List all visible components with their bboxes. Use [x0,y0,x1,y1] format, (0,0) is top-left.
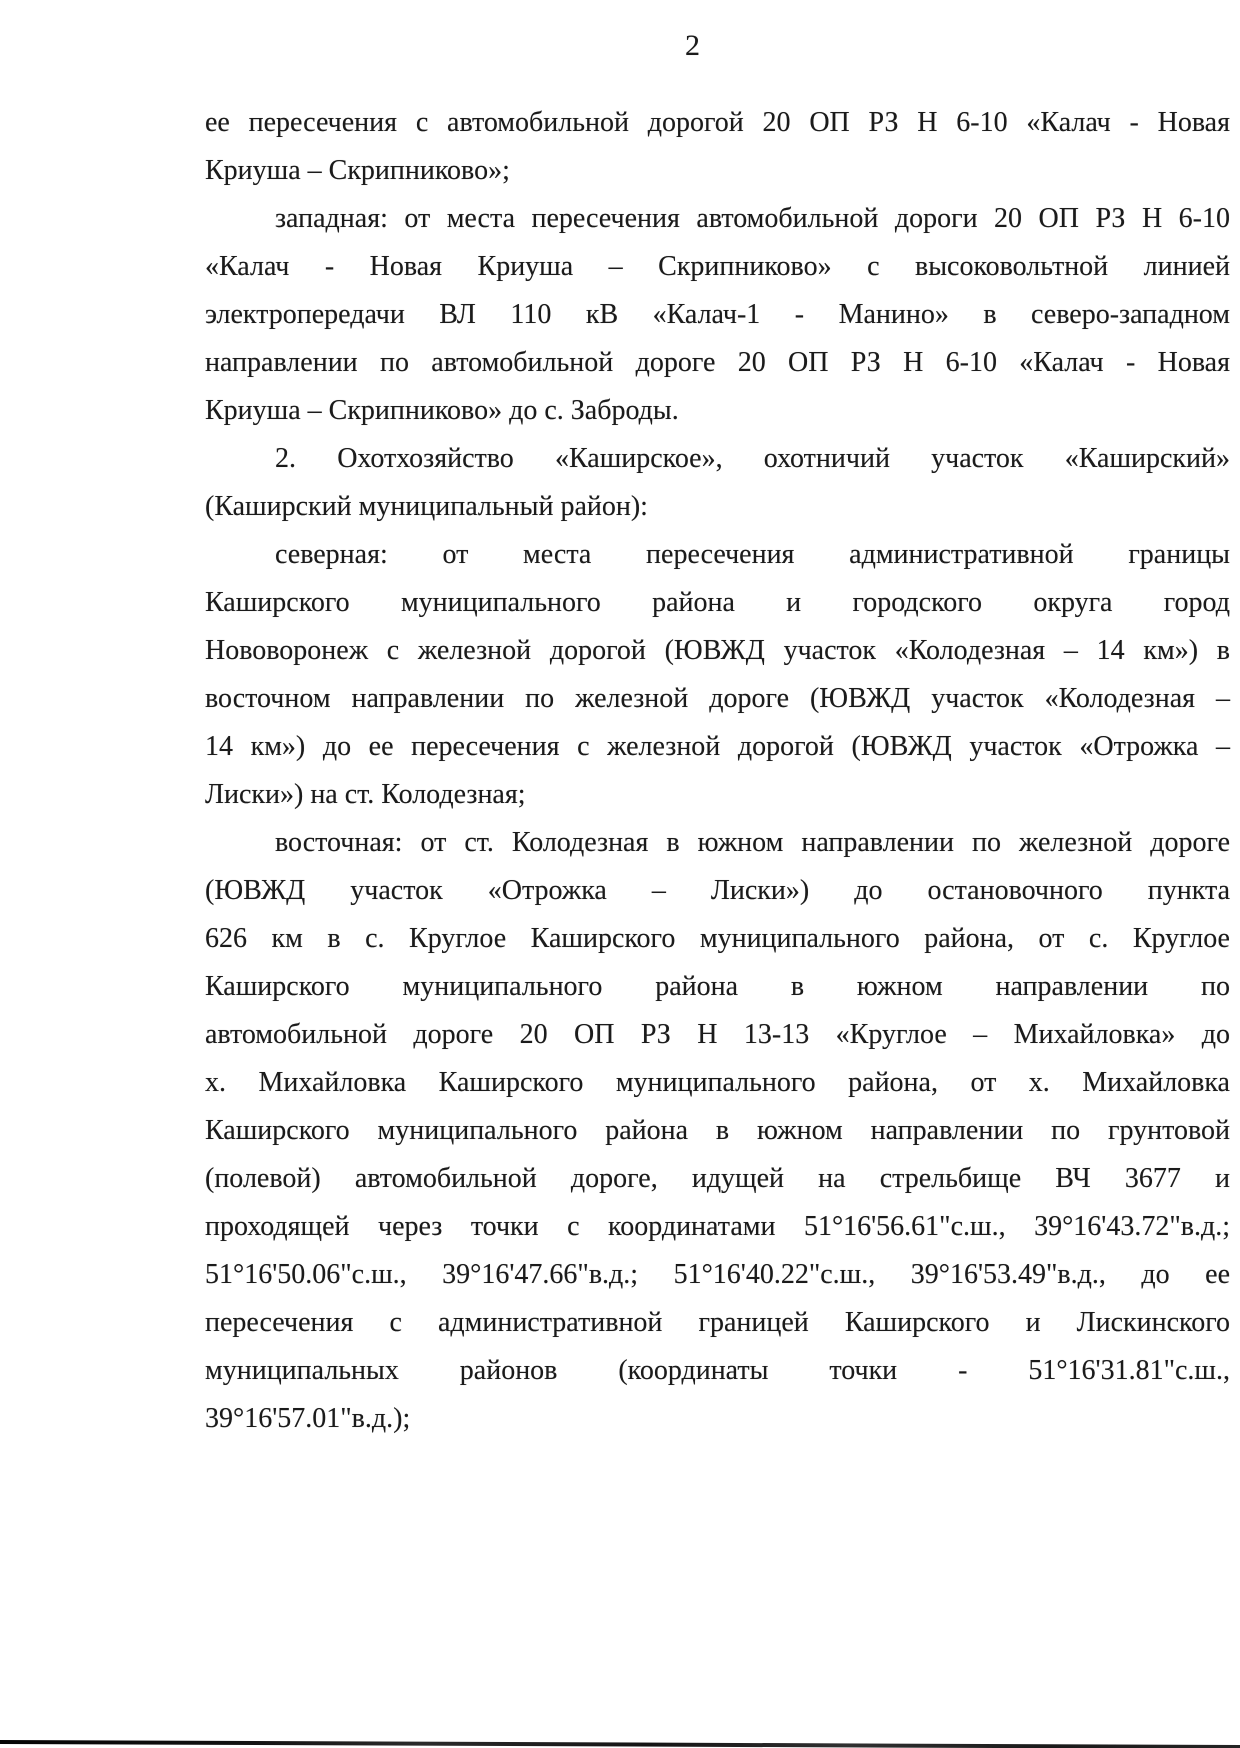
text-line: пересечения с административной границей Каширского и Лискинского [205,1307,1230,1338]
text-line: Каширского муниципального района в южном направлении по [205,971,1230,1002]
text-line: проходящей через точки с координатами 51°16'56.61"с.ш., 39°16'43.72"в.д.; [205,1211,1230,1242]
text-line: (ЮВЖД участок «Отрожка – Лиски») до остановочного пункта [205,875,1230,906]
text-line: северная: от места пересечения административной границы [275,539,1230,570]
text-line: 626 км в с. Круглое Каширского муниципального района, от с. Круглое [205,923,1230,954]
paragraph [205,99,1230,195]
document-body [205,99,1230,1443]
text-line: Нововоронеж с железной дорогой (ЮВЖД участок «Колодезная – 14 км») в [205,635,1230,666]
text-line: (полевой) автомобильной дороге, идущей на стрельбище ВЧ 3677 и [205,1163,1230,1194]
paragraph [205,195,1230,435]
scan-edge-artifact [0,1740,1240,1748]
text-line: (Каширский муниципальный район): [205,491,648,522]
text-line: Криуша – Скрипниково»; [205,155,510,186]
text-line: автомобильной дороге 20 ОП РЗ Н 13-13 «Круглое – Михайловка» до [205,1019,1230,1050]
text-line: Каширского муниципального района и городского округа город [205,587,1230,618]
text-line: 14 км») до ее пересечения с железной дорогой (ЮВЖД участок «Отрожка – [205,731,1230,762]
text-line: муниципальных районов (координаты точки - 51°16'31.81"с.ш., [205,1355,1230,1386]
text-line: «Калач - Новая Криуша – Скрипниково» с высоковольтной линией [205,251,1230,282]
paragraph [205,435,1230,531]
text-line: ее пересечения с автомобильной дорогой 20 ОП РЗ Н 6-10 «Калач - Новая [205,107,1230,138]
text-line: западная: от места пересечения автомобильной дороги 20 ОП РЗ Н 6-10 [275,203,1230,234]
text-line: восточном направлении по железной дороге (ЮВЖД участок «Колодезная – [205,683,1230,714]
text-line: направлении по автомобильной дороге 20 ОП РЗ Н 6-10 «Калач - Новая [205,347,1230,378]
text-line: 51°16'50.06"с.ш., 39°16'47.66"в.д.; 51°16'40.22"с.ш., 39°16'53.49"в.д., до ее [205,1259,1230,1290]
text-line: Криуша – Скрипниково» до с. Заброды. [205,395,679,426]
text-line: Каширского муниципального района в южном направлении по грунтовой [205,1115,1230,1146]
page-number: 2 [685,29,700,62]
text-line: 2. Охотхозяйство «Каширское», охотничий участок «Каширский» [275,443,1230,474]
text-line: Лиски») на ст. Колодезная; [205,779,526,810]
text-line: восточная: от ст. Колодезная в южном направлении по железной дороге [275,827,1230,858]
paragraph [205,531,1230,819]
text-line: х. Михайловка Каширского муниципального района, от х. Михайловка [205,1067,1230,1098]
text-line: 39°16'57.01"в.д.); [205,1403,411,1434]
paragraph [205,819,1230,1443]
text-line: электропередачи ВЛ 110 кВ «Калач-1 - Манино» в северо-западном [205,299,1230,330]
